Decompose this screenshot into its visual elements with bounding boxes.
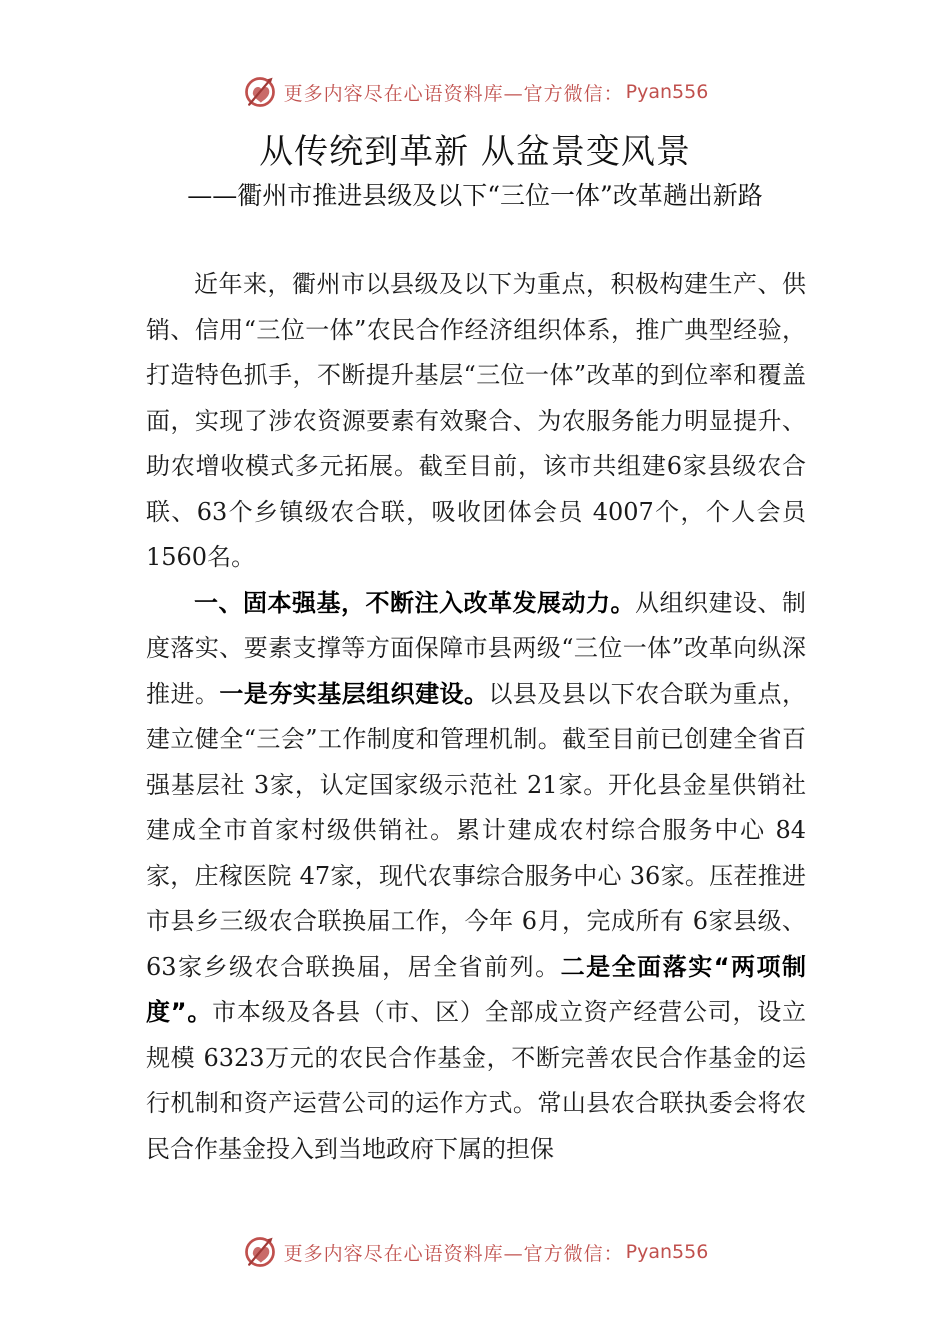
watermark-text: 更多内容尽在心语资料库—官方微信： bbox=[283, 82, 624, 105]
watermark-wechat-id: Pyan556 bbox=[625, 81, 709, 103]
point-two-title: 二是全面落实“两项制度”。 bbox=[146, 952, 806, 1026]
point-one-title: 一是夯实基层组织建设。 bbox=[219, 679, 489, 708]
point-two-text: 市本级及各县（市、区）全部成立资产经营公司，设立规模 6323万元的农民合作基金，不断完善农民合作基金的运行机制和资产运营公司的运作方式。常山县农合联执委会将农民合作基金投入到当地政府下属的担保 bbox=[146, 998, 806, 1163]
watermark-wechat-id: Pyan556 bbox=[625, 1241, 709, 1263]
paragraph-intro: 近年来，衢州市以县级及以下为重点，积极构建生产、供销、信用“三位一体”农民合作经济组织体系，推广典型经验，打造特色抓手，不断提升基层“三位一体”改革的到位率和覆盖面，实现了涉农资源要素有效聚合、为农服务能力明显提升、助农增收模式多元拓展。截至目前，该市共组建6家县级农合联、63个乡镇级农合联，吸收团体会员 4007个，个人会员 1560名。 bbox=[146, 270, 806, 571]
heart-quill-logo-icon bbox=[242, 74, 278, 110]
point-one-text: 以县及县以下农合联为重点，建立健全“三会”工作制度和管理机制。截至目前已创建全省百强基层社 3家，认定国家级示范社 21家。开化县金星供销社建成全市首家村级供销社。累计建成农村综合服务中心 84家，庄稼医院 47家，现代农事综合服务中心 36家。压茬推进市县乡三级农合联换届工作，今年 6月，完成所有 6家县级、63家乡级农合联换届，居全省前列。 bbox=[146, 679, 807, 981]
paragraph-section-one bbox=[146, 581, 806, 1173]
watermark-footer bbox=[0, 1232, 950, 1272]
heart-quill-logo-icon bbox=[242, 1234, 278, 1270]
section-text: 从组织建设、制度落实、要素支撑等方面保障市县两级“三位一体”改革向纵深推进。 bbox=[146, 588, 806, 708]
watermark-header bbox=[0, 72, 950, 112]
watermark-text: 更多内容尽在心语资料库—官方微信： bbox=[283, 1242, 624, 1265]
section-heading: 一、固本强基，不断注入改革发展动力。 bbox=[194, 588, 635, 617]
document-body bbox=[146, 262, 806, 1172]
document-title: 从传统到革新 从盆景变风景 bbox=[259, 132, 691, 172]
document-subtitle: ——衢州市推进县级及以下“三位一体”改革趟出新路 bbox=[187, 181, 763, 210]
